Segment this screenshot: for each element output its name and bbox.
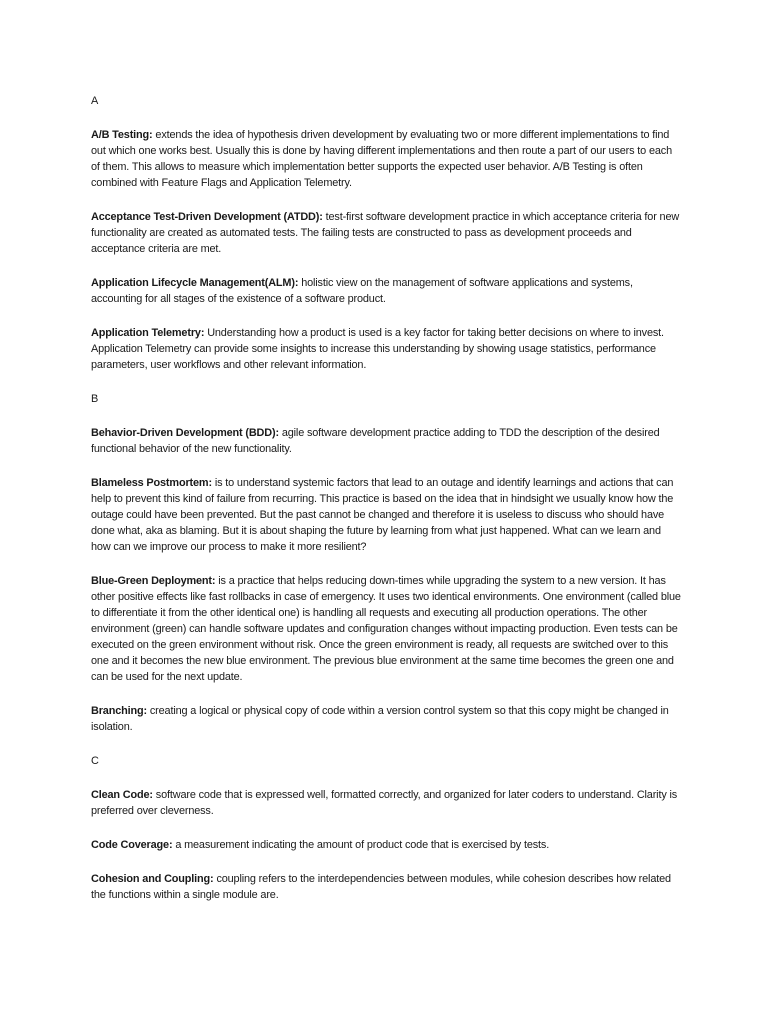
glossary-entry-code-coverage <box>91 837 683 853</box>
term: Behavior-Driven Development (BDD): <box>91 427 279 439</box>
section-b <box>91 391 683 735</box>
definition: a measurement indicating the amount of product code that is exercised by tests. <box>175 839 550 851</box>
glossary-entry-alm <box>91 275 683 307</box>
definition: creating a logical or physical copy of code within a version control system so that this copy might be changed in isolation. <box>91 705 669 733</box>
term: Code Coverage: <box>91 839 173 851</box>
glossary-entry-application-telemetry <box>91 325 683 373</box>
term: Application Lifecycle Management(ALM): <box>91 277 299 289</box>
definition: holistic view on the management of software applications and systems, accounting for all stages of the existence of a software product. <box>91 277 633 305</box>
term: Branching: <box>91 705 147 717</box>
glossary-entry-clean-code <box>91 787 683 819</box>
definition: test-first software development practice in which acceptance criteria for new functionality are created as automated tests. The failing tests are constructed to pass as development proceeds and acceptance criteria are met. <box>91 211 680 255</box>
definition: is a practice that helps reducing down-times while upgrading the system to a new version. It has other positive effects like fast rollbacks in case of emergency. It uses two identical environments. One environment (called blue to differentiate it from the other identical one) is handling all requests and executing all production operations. The other environment (green) can handle software updates and configuration changes without impacting production. Even tests can be executed on the green environment without risk. Once the green environment is ready, all requests are switched over to this one and it becomes the new blue environment. The previous blue environment at the same time becomes the green one and can be used for the next update. <box>91 575 681 683</box>
term: Application Telemetry: <box>91 327 205 339</box>
glossary-entry-atdd <box>91 209 683 257</box>
glossary-entry-branching <box>91 703 683 735</box>
term: Blameless Postmortem: <box>91 477 212 489</box>
term: Clean Code: <box>91 789 153 801</box>
definition: coupling refers to the interdependencies between modules, while cohesion describes how related the functions within a single module are. <box>91 873 671 901</box>
glossary-entry-ab-testing <box>91 127 683 191</box>
definition: extends the idea of hypothesis driven development by evaluating two or more different implementations to find out which one works best. Usually this is done by having different implementations and then route a part of our users to each of them. This allows to measure which implementation better supports the expected user behavior. A/B Testing is often combined with Feature Flags and Application Telemetry. <box>91 129 672 189</box>
section-letter: A <box>91 95 99 107</box>
glossary-entry-blameless-postmortem <box>91 475 683 555</box>
term: Cohesion and Coupling: <box>91 873 214 885</box>
glossary-entry-blue-green-deployment <box>91 573 683 685</box>
definition: agile software development practice adding to TDD the description of the desired functional behavior of the new functionality. <box>91 427 660 455</box>
glossary-page <box>91 93 683 921</box>
section-letter: C <box>91 755 99 767</box>
term: Blue-Green Deployment: <box>91 575 216 587</box>
definition: is to understand systemic factors that lead to an outage and identify learnings and actions that can help to prevent this kind of failure from recurring. This practice is based on the idea that in hindsight we usually know how the outage could have been prevented. But the past cannot be changed and therefore it is useless to discuss who should have done what, aka as blaming. But it is about shaping the future by learning from what just happened. What can we learn and how can we improve our process to make it more resilient? <box>91 477 674 553</box>
glossary-entry-bdd <box>91 425 683 457</box>
section-a <box>91 93 683 373</box>
glossary-entry-cohesion-and-coupling <box>91 871 683 903</box>
definition: software code that is expressed well, formatted correctly, and organized for later coders to understand. Clarity is preferred over cleverness. <box>91 789 678 817</box>
section-c <box>91 753 683 903</box>
term: Acceptance Test-Driven Development (ATDD): <box>91 211 323 223</box>
definition: Understanding how a product is used is a key factor for taking better decisions on where to invest. Application Telemetry can provide some insights to increase this understanding by showing usage statistics, performance parameters, user workflows and other relevant information. <box>91 327 664 371</box>
section-letter: B <box>91 393 99 405</box>
term: A/B Testing: <box>91 129 153 141</box>
